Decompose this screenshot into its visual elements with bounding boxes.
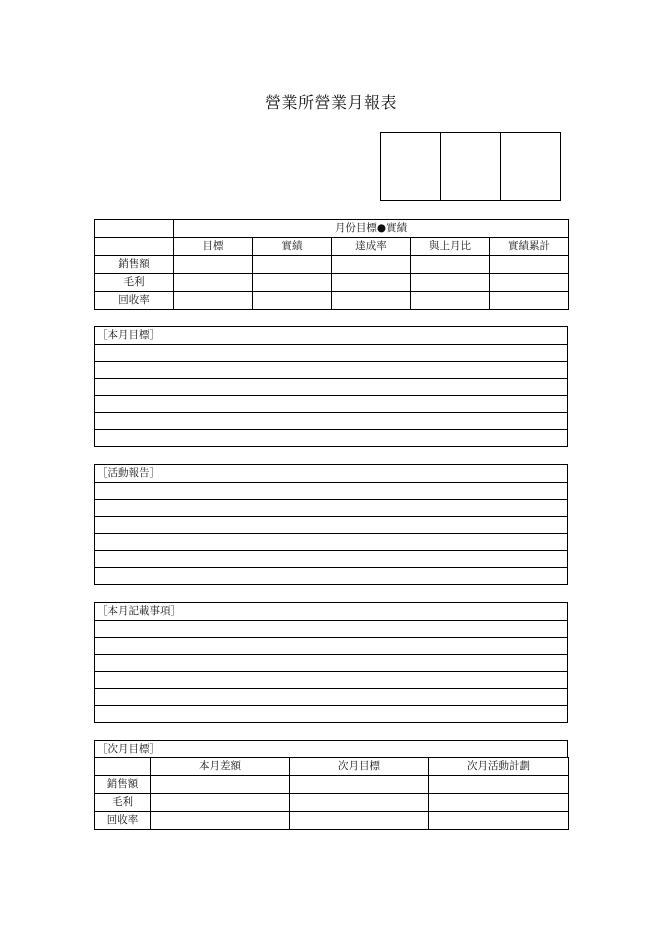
group-header: 月份目標●實績 [174,220,569,238]
page-title: 營業所營業月報表 [264,93,397,112]
row-label-sales: 銷售額 [95,776,151,794]
input-cell[interactable] [253,292,332,310]
input-cell[interactable] [411,256,490,274]
input-cell[interactable] [332,292,411,310]
input-cell[interactable] [490,274,569,292]
activity-report-section [94,464,568,585]
column-header-target: 目標 [174,238,253,256]
table-row [95,256,569,274]
writing-line[interactable] [95,705,567,722]
input-cell[interactable] [151,794,290,812]
monthly-notes-section [94,602,568,723]
writing-line[interactable] [95,516,567,533]
input-cell[interactable] [174,274,253,292]
writing-line[interactable] [95,550,567,567]
input-cell[interactable] [429,794,569,812]
stamp-cell [381,133,440,200]
approval-stamp-box [380,132,561,201]
input-cell[interactable] [411,292,490,310]
writing-line[interactable] [95,637,567,654]
column-header-month-difference: 本月差額 [151,758,290,776]
next-month-goal-table [94,757,569,830]
writing-line[interactable] [95,378,567,395]
input-cell[interactable] [151,812,290,830]
input-cell[interactable] [332,256,411,274]
monthly-target-results-table [94,219,569,310]
table-header-row [95,238,569,256]
writing-line[interactable] [95,499,567,516]
writing-line[interactable] [95,671,567,688]
input-cell[interactable] [290,794,429,812]
writing-line[interactable] [95,654,567,671]
writing-line[interactable] [95,482,567,499]
next-month-goal-section [94,740,568,758]
table-row [95,292,569,310]
section-heading: ［本月目標］ [97,329,160,341]
writing-line[interactable] [95,567,567,584]
row-label-gross-profit: 毛利 [95,794,151,812]
column-header-next-month-plan: 次月活動計劃 [429,758,569,776]
input-cell[interactable] [253,256,332,274]
row-label-gross-profit: 毛利 [95,274,174,292]
input-cell[interactable] [174,256,253,274]
stamp-cell [440,133,500,200]
input-cell[interactable] [429,812,569,830]
table-header-row [95,758,569,776]
section-heading: ［活動報告］ [97,467,160,479]
column-header-next-month-target: 次月目標 [290,758,429,776]
input-cell[interactable] [332,274,411,292]
table-row [95,812,569,830]
input-cell[interactable] [490,256,569,274]
input-cell[interactable] [429,776,569,794]
writing-line[interactable] [95,429,567,446]
row-label-sales: 銷售額 [95,256,174,274]
writing-line[interactable] [95,620,567,637]
input-cell[interactable] [290,776,429,794]
empty-cell [95,758,151,776]
section-heading: ［次月目標］ [97,743,160,755]
empty-cell [95,238,174,256]
table-row [95,274,569,292]
writing-line[interactable] [95,395,567,412]
column-header-results: 實績 [253,238,332,256]
column-header-cumulative: 實績累計 [490,238,569,256]
section-heading: ［本月記載事項］ [97,605,181,617]
writing-line[interactable] [95,344,567,361]
stamp-cell [500,133,560,200]
input-cell[interactable] [490,292,569,310]
input-cell[interactable] [411,274,490,292]
writing-line[interactable] [95,412,567,429]
row-label-collection-rate: 回收率 [95,812,151,830]
input-cell[interactable] [151,776,290,794]
table-row [95,776,569,794]
monthly-goal-section [94,326,568,447]
writing-line[interactable] [95,533,567,550]
writing-line[interactable] [95,688,567,705]
writing-line[interactable] [95,361,567,378]
row-label-collection-rate: 回收率 [95,292,174,310]
column-header-achievement-rate: 達成率 [332,238,411,256]
table-header-row [95,220,569,238]
table-row [95,794,569,812]
input-cell[interactable] [290,812,429,830]
input-cell[interactable] [253,274,332,292]
column-header-vs-last-month: 與上月比 [411,238,490,256]
empty-cell [95,220,174,238]
input-cell[interactable] [174,292,253,310]
